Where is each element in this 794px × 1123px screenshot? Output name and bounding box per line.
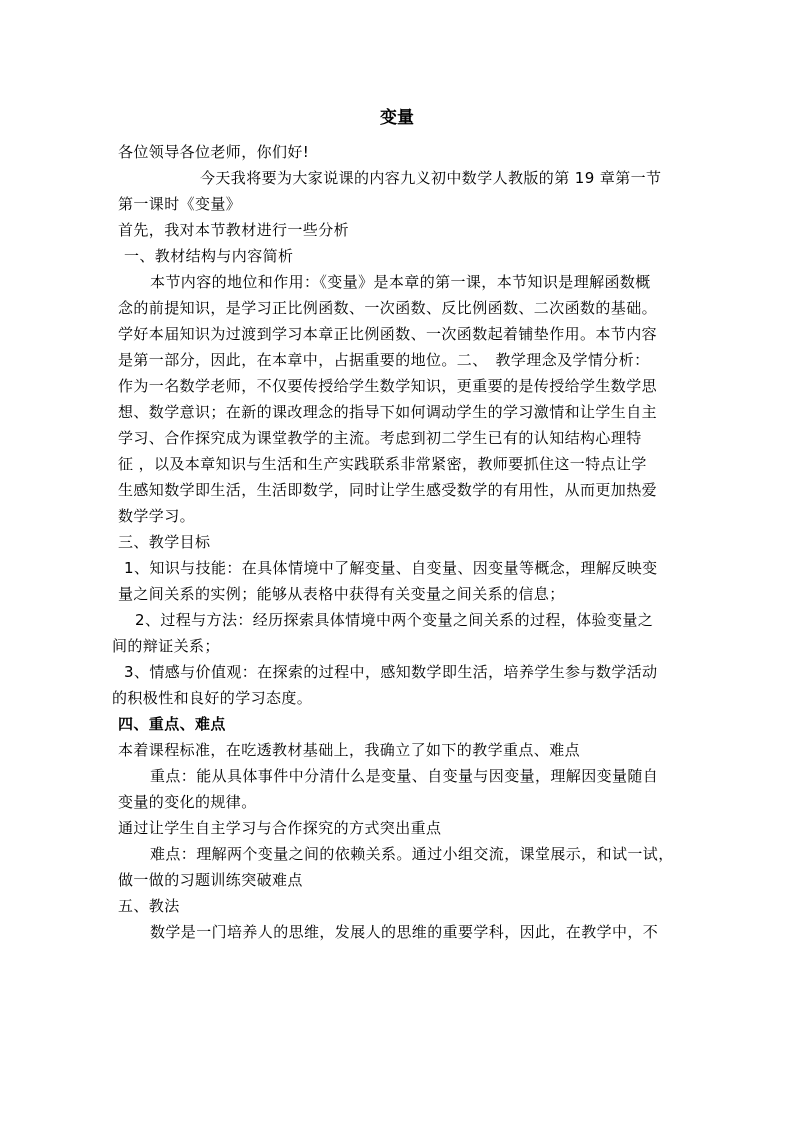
intro-line: 今天我将要为大家说课的内容九义初中数学人教版的第 19 章第一节 [200,169,662,187]
paragraph-line: 数学是一门培养人的思维，发展人的思维的重要学科，因此，在教学中，不 [150,923,659,941]
intro-line: 第一课时《变量》 [118,195,242,213]
paragraph-line: 念的前提知识，是学习正比例函数、一次函数、反比例函数、二次函数的基础。 [118,299,658,317]
paragraph-line: 本着课程标准，在吃透教材基础上，我确立了如下的教学重点、难点 [118,741,581,759]
paragraph-line: 1、知识与技能：在具体情境中了解变量、自变量、因变量等概念，理解反映变 [124,559,658,577]
paragraph-line: 征 ，以及本章知识与生活和生产实践联系非常紧密，教师要抓住这一特点让学 [118,455,647,473]
section-heading: 一、教材结构与内容简析 [124,247,294,265]
section-heading: 三、教学目标 [118,533,211,551]
paragraph-line: 想、数学意识；在新的课改理念的指导下如何调动学生的学习激情和让学生自主 [118,403,658,421]
paragraph-line: 是第一部分，因此，在本章中，占据重要的地位。二、 教学理念及学情分析： [118,351,650,369]
paragraph-line: 重点：能从具体事件中分清什么是变量、自变量与因变量，理解因变量随自 [150,767,659,785]
paragraph-line: 2、过程与方法：经历探索具体情境中两个变量之间关系的过程，体验变量之 [135,611,654,629]
section-heading: 五、教法 [118,897,180,915]
paragraph-line: 3、情感与价值观：在探索的过程中，感知数学即生活，培养学生参与数学活动 [124,663,658,681]
paragraph-line: 做一做的习题训练突破难点 [118,871,303,889]
paragraph-line: 通过让学生自主学习与合作探究的方式突出重点 [118,819,442,837]
intro-line: 首先，我对本节教材进行一些分析 [118,221,350,239]
paragraph-line: 难点：理解两个变量之间的依赖关系。通过小组交流，课堂展示，和试一试， [150,845,674,863]
paragraph-line: 数学学习。 [118,507,196,525]
section-heading: 四、重点、难点 [118,715,226,733]
document-title: 变量 [380,108,414,128]
paragraph-line: 本节内容的地位和作用：《变量》是本章的第一课，本节知识是理解函数概 [150,273,651,291]
greeting-line: 各位领导各位老师，你们好! [118,143,310,161]
paragraph-line: 的积极性和良好的学习态度。 [112,689,313,707]
paragraph-line: 变量的变化的规律。 [118,793,257,811]
paragraph-line: 学好本届知识为过渡到学习本章正比例函数、一次函数起着铺垫作用。本节内容 [118,325,658,343]
paragraph-line: 学习、合作探究成为课堂教学的主流。考虑到初二学生已有的认知结构心理特 [118,429,642,447]
paragraph-line: 间的辩证关系； [112,637,220,655]
paragraph-line: 生感知数学即生活，生活即数学，同时让学生感受数学的有用性，从而更加热爱 [118,481,658,499]
paragraph-line: 量之间关系的实例；能够从表格中获得有关变量之间关系的信息； [118,585,565,603]
paragraph-line: 作为一名数学老师，不仅要传授给学生数学知识，更重要的是传授给学生数学思 [118,377,658,395]
